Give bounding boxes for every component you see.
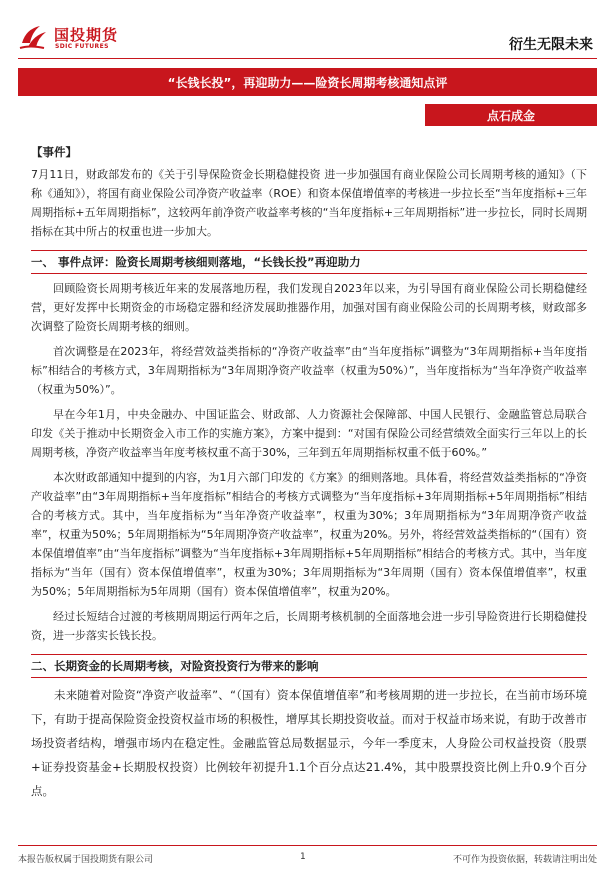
column-label: 点石成金: [425, 104, 597, 126]
logo-text-cn: 国投期货: [54, 26, 119, 44]
footer-copyright: 本报告版权属于国投期货有限公司: [18, 855, 154, 865]
section-1-paragraph-4: 本次财政部通知中提到的内容，为1月六部门印发的《方案》的细则落地。具体看，将经营效益类指标的“净资产收益率”由“3年周期指标+当年度指标”相结合的考核方式调整为“当年度指标+3年周期指标+5年周期指标”相结合的考核方式。其中，当年度指标为“当年净资产收益率”，权重为30%；3年周期指标为“3年周期净资产收益率”，权重为50%；5年周期指标为“5年周期净资产收益率”，权重为20%。另外，将经营效益类指标的“（国有）资本保值增值率”由“当年度指标”调整为“当年度指标+3年周期指标+5年周期指标”相结合的考核方式。其中，当年度指标为“当年（国有）资本保值增值率”，权重为30%；3年周期指标为“3年周期（国有）资本保值增值率”，权重为50%；5年周期指标为5年周期（国有）资本保值增值率”，权重为20%。: [31, 471, 587, 598]
section-1-paragraph-2: 首次调整是在2023年，将经营效益类指标的“净资产收益率”由“当年度指标”调整为“3年周期指标+当年度指标”相结合的考核方式，3年周期指标为“3年周期净资产收益率（权重为50%）”，当年度指标为“当年净资产收益率（权重为50%）”。: [31, 345, 587, 396]
section-2-paragraph-1: 未来随着对险资“净资产收益率”、“（国有）资本保值增值率”和考核周期的进一步拉长，在当前市场环境下，有助于提高保险资金投资权益市场的积极性，增厚其长期投资收益。而对于权益市场来说，有助于改善市场投资者结构，增强市场内在稳定性。金融监管总局数据显示，今年一季度末，人身险公司权益投资（股票+证券投资基金+长期股权投资）比例较年初提升1.1个百分点达21.4%，其中股票投资比例上升0.9个百分点。: [31, 688, 587, 798]
footer-divider: [18, 845, 597, 846]
section-1-paragraph-3: 早在今年1月，中央金融办、中国证监会、财政部、人力资源社会保障部、中国人民银行、金融监管总局联合印发《关于推动中长期资金入市工作的实施方案》，方案中提到：“对国有保险公司经营绩效全面实行三年以上的长周期考核，净资产收益率当年度考核权重不高于30%，三年到五年周期指标权重不低于60%。”: [31, 408, 587, 459]
event-tag: 【事件】: [31, 145, 77, 159]
section-1-paragraph-1: 回顾险资长周期考核近年来的发展落地历程，我们发现自2023年以来，为引导国有商业保险公司长期稳健经营，更好发挥中长期资金的市场稳定器和经济发展助推器作用，加强对国有商业保险公司的长周期考核，财政部多次调整了险资长周期考核的细则。: [31, 282, 587, 333]
report-title: “长钱长投”，再迎助力——险资长周期考核通知点评: [18, 68, 597, 96]
report-body: [31, 143, 587, 803]
event-paragraph: 7月11日，财政部发布的《关于引导保险资金长期稳健投资 进一步加强国有商业保险公司长周期考核的通知》（下称《通知》），将国有商业保险公司净资产收益率（ROE）和资本保值增值率的考核进一步拉长至“当年度指标+三年周期指标+五年周期指标”，这较两年前净资产收益率考核的“当年度指标+三年周期指标”进一步拉长，同时长周期指标在其中所占的权重也进一步加大。: [31, 168, 587, 238]
sdic-logo-icon: [18, 23, 48, 51]
section-2-heading: 二、长期资金的长周期考核，对险资投资行为带来的影响: [31, 654, 587, 678]
company-logo: [18, 22, 148, 52]
header-divider: [18, 58, 597, 59]
section-1-heading: 一、 事件点评：险资长周期考核细则落地，“长钱长投”再迎助力: [31, 250, 587, 274]
footer-disclaimer: 不可作为投资依据，转载请注明出处: [452, 855, 597, 865]
logo-text-en: SDIC FUTURES: [55, 43, 109, 50]
page-number: 1: [300, 852, 306, 862]
header-slogan: 衍生无限未来: [509, 37, 593, 53]
section-1-paragraph-5: 经过长短结合过渡的考核期周期运行两年之后，长周期考核机制的全面落地会进一步引导险资进行长期稳健投资，进一步落实长钱长投。: [31, 610, 587, 642]
